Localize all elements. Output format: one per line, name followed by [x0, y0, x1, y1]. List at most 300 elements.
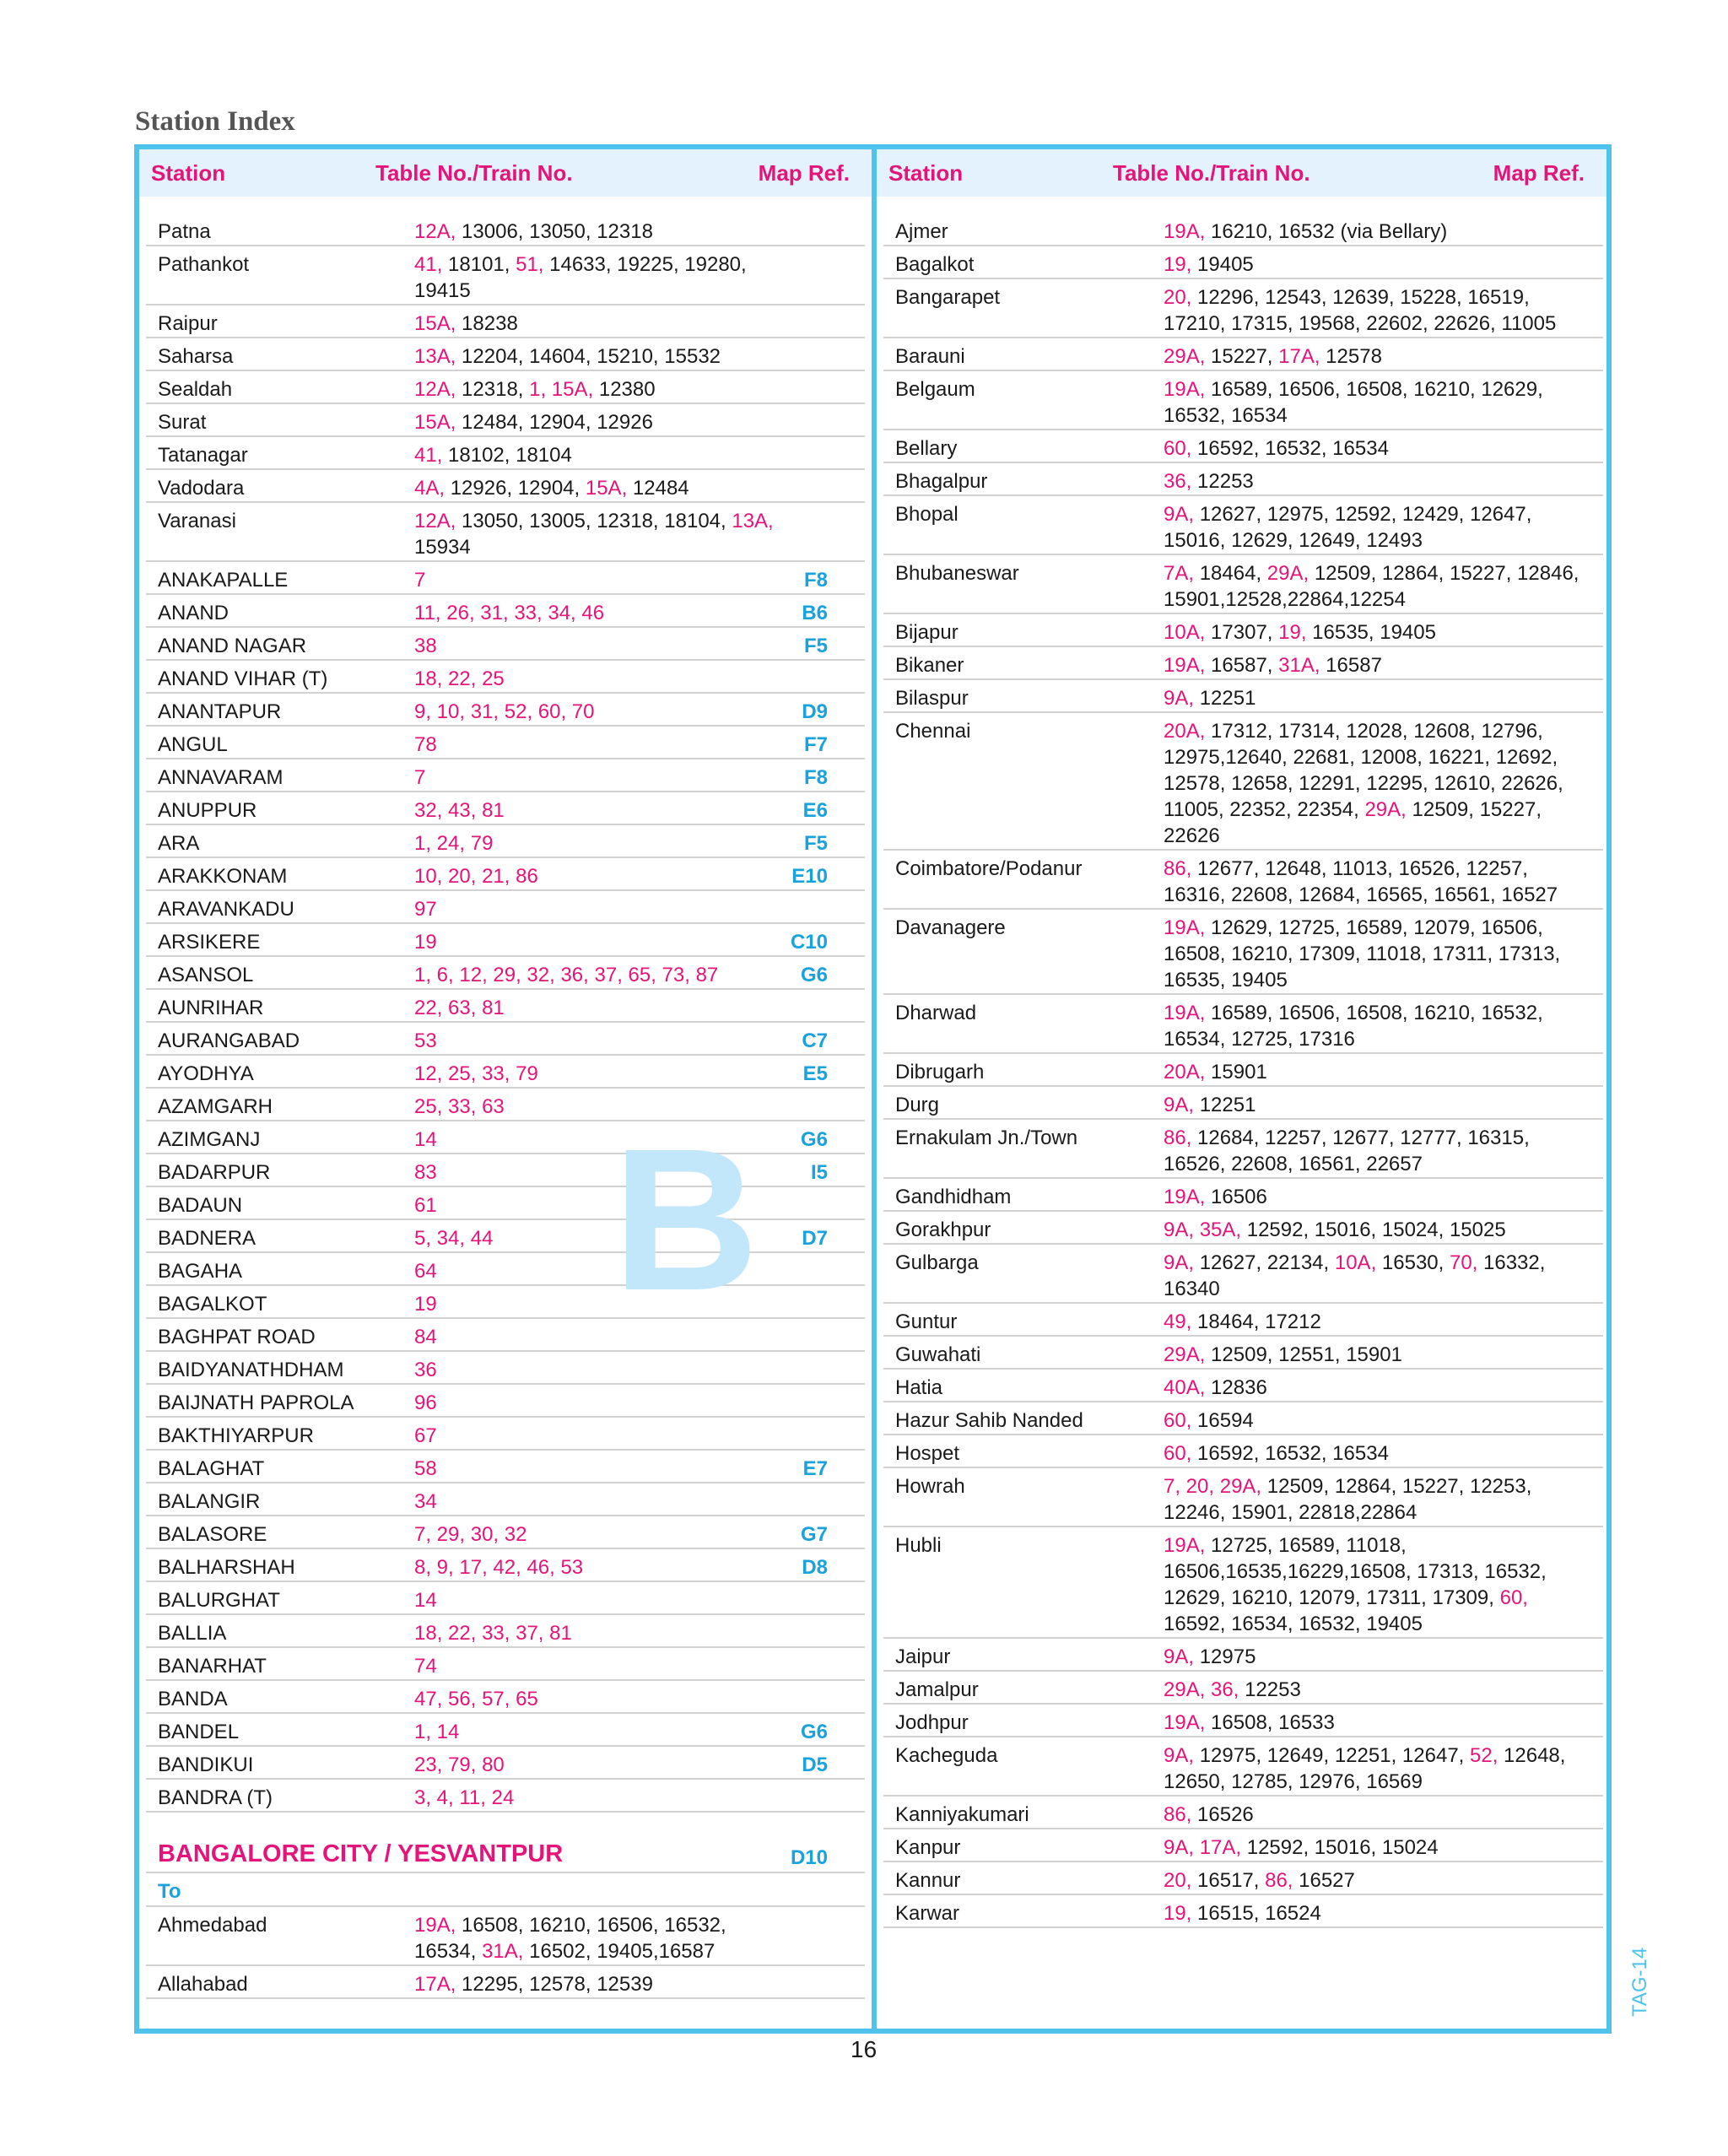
table-row [146, 1615, 865, 1648]
table-row [146, 1483, 865, 1516]
station-name: BANDIKUI [158, 1753, 254, 1776]
station-name: Surat [158, 411, 207, 434]
table-row [883, 213, 1603, 246]
table-ref: 19A, [1164, 220, 1212, 243]
to-label-row [146, 1873, 865, 1907]
table-row [146, 1385, 865, 1418]
right-station-list [877, 197, 1606, 1928]
station-name: Gulbarga [895, 1251, 979, 1274]
table-ref: 12A, [414, 510, 462, 532]
station-name: Howrah [895, 1475, 965, 1498]
station-name: Hazur Sahib Nanded [895, 1409, 1083, 1432]
train-numbers: 16526 [1197, 1803, 1254, 1826]
table-ref: 20A, [1164, 1061, 1212, 1083]
map-ref: D8 [802, 1556, 828, 1579]
train-numbers: 12253 [1197, 470, 1254, 493]
table-numbers [1164, 1867, 1586, 1894]
train-numbers: 18101, [448, 253, 516, 276]
station-name: Pathankot [158, 253, 250, 276]
train-numbers: 18464, [1199, 562, 1267, 585]
train-numbers: 15934 [414, 536, 471, 559]
table-numbers [1164, 1900, 1586, 1926]
map-ref: G6 [800, 1128, 828, 1151]
station-name: Sealdah [158, 378, 233, 401]
map-ref: G6 [800, 1721, 828, 1743]
station-name: Bikaner [895, 654, 964, 677]
table-numbers [414, 1159, 789, 1186]
station-name: Belgaum [895, 378, 975, 401]
table-row [146, 1681, 865, 1714]
map-ref: G6 [800, 964, 828, 986]
table-ref: 32, 43, 81 [414, 799, 505, 822]
table-row [146, 1220, 865, 1253]
header-table-no: Table No./Train No. [375, 160, 573, 186]
station-name: BANDA [158, 1688, 228, 1710]
table-numbers [414, 1521, 789, 1548]
table-row [883, 1370, 1603, 1402]
table-numbers [414, 508, 789, 560]
left-column-header [139, 149, 872, 197]
table-numbers [414, 1456, 789, 1482]
station-name: ANANTAPUR [158, 700, 282, 723]
table-ref: 86, [1265, 1869, 1299, 1892]
table-numbers [1164, 652, 1586, 678]
table-ref: 52, [1470, 1744, 1504, 1767]
table-row [883, 1212, 1603, 1245]
train-numbers: 15901 [1211, 1061, 1267, 1083]
table-numbers [414, 765, 789, 791]
train-numbers: 16589, 16506, 16508, 16210, 16532, 16534, 12725, 17316 [1164, 1002, 1543, 1051]
station-name: BAGHPAT ROAD [158, 1326, 316, 1348]
table-row [146, 437, 865, 470]
table-numbers [1164, 251, 1586, 278]
table-ref: 29A, 36, [1164, 1678, 1245, 1701]
table-numbers [414, 1094, 789, 1120]
map-ref: C10 [790, 931, 828, 954]
table-numbers [1164, 219, 1586, 245]
table-numbers [414, 1752, 789, 1778]
table-row [883, 614, 1603, 647]
table-row [883, 1245, 1603, 1304]
table-numbers [1164, 501, 1586, 554]
table-row [146, 1582, 865, 1615]
table-row [146, 1451, 865, 1483]
table-numbers [414, 376, 789, 403]
table-ref: 1, 24, 79 [414, 832, 494, 855]
table-ref: 9A, [1164, 1094, 1200, 1116]
table-row [883, 680, 1603, 713]
section-heading [146, 1840, 865, 1873]
table-numbers [1164, 685, 1586, 711]
table-row [883, 496, 1603, 555]
train-numbers: 14633, 19225, 19280, 19415 [414, 253, 747, 302]
table-numbers [1164, 718, 1586, 849]
station-name: Tatanagar [158, 444, 248, 467]
table-ref: 19A, [1164, 1711, 1212, 1734]
train-numbers: 12380 [598, 378, 656, 401]
table-ref: 7A, [1164, 562, 1200, 585]
table-row [146, 246, 865, 305]
map-ref: I5 [810, 1161, 828, 1184]
train-numbers: 16535, 19405 [1312, 621, 1436, 644]
table-row [146, 1319, 865, 1352]
table-row [146, 1352, 865, 1385]
table-row [883, 995, 1603, 1054]
table-numbers [1164, 856, 1586, 908]
table-ref: 86, [1164, 857, 1198, 880]
table-row [883, 910, 1603, 995]
station-name: Bhubaneswar [895, 562, 1019, 585]
table-numbers [414, 1971, 789, 1997]
side-tag: TAG-14 [1628, 1947, 1651, 2017]
station-name: Guntur [895, 1310, 958, 1333]
station-name: Bijapur [895, 621, 958, 644]
table-ref: 47, 56, 57, 65 [414, 1688, 538, 1710]
station-name: Gorakhpur [895, 1218, 991, 1241]
table-numbers [1164, 1532, 1586, 1637]
table-ref: 64 [414, 1260, 437, 1283]
map-ref: F8 [803, 766, 828, 789]
table-row [146, 1516, 865, 1549]
table-ref: 9, 10, 31, 52, 60, 70 [414, 700, 595, 723]
table-numbers [1164, 284, 1586, 337]
table-row [883, 1639, 1603, 1672]
table-numbers [1164, 1000, 1586, 1052]
station-name: ARAVANKADU [158, 898, 294, 921]
table-numbers [414, 1324, 789, 1350]
table-ref: 19A, [1164, 916, 1212, 939]
table-row [146, 562, 865, 595]
table-ref: 83 [414, 1161, 437, 1184]
table-row [146, 1253, 865, 1286]
train-numbers: 12592, 15016, 15024, 15025 [1246, 1218, 1506, 1241]
table-numbers [1164, 1375, 1586, 1401]
map-ref: C7 [802, 1029, 828, 1052]
train-numbers: 12509, 15227, 22626 [1164, 798, 1542, 847]
station-name: Ahmedabad [158, 1914, 267, 1937]
table-row [146, 1549, 865, 1582]
station-name: ARAKKONAM [158, 865, 288, 888]
station-name: BADNERA [158, 1227, 256, 1250]
table-row [146, 957, 865, 990]
table-row [146, 1648, 865, 1681]
train-numbers: 12295, 12578, 12539 [462, 1973, 653, 1996]
table-numbers [1164, 1743, 1586, 1795]
table-row [146, 1907, 865, 1966]
train-numbers: 18238 [462, 312, 518, 335]
table-numbers [414, 600, 789, 626]
station-name: Barauni [895, 345, 965, 368]
train-numbers: 19405 [1197, 253, 1254, 276]
table-numbers [1164, 1342, 1586, 1368]
table-numbers [414, 1192, 789, 1218]
table-ref: 31A, [482, 1940, 530, 1963]
table-ref: 9A, [1164, 1744, 1200, 1767]
station-name: Guwahati [895, 1343, 981, 1366]
map-ref: F5 [803, 832, 828, 855]
train-numbers: 16210, 16532 (via Bellary) [1211, 220, 1448, 243]
right-column-header [877, 149, 1606, 197]
train-numbers: 12627, 12975, 12592, 12429, 12647, 15016, 12629, 12649, 12493 [1164, 503, 1532, 552]
table-ref: 67 [414, 1424, 437, 1447]
table-ref: 31A, [1278, 654, 1326, 677]
table-row [883, 1304, 1603, 1337]
table-numbers [414, 567, 789, 593]
table-numbers [1164, 1710, 1586, 1736]
table-ref: 20, [1164, 1869, 1198, 1892]
train-numbers: 16332, 16340 [1164, 1251, 1546, 1300]
table-numbers [414, 1587, 789, 1613]
train-numbers: 12509, 12864, 15227, 12846, 15901,12528,22864,12254 [1164, 562, 1580, 611]
table-ref: 60, [1164, 1409, 1198, 1432]
table-numbers [414, 1620, 789, 1646]
train-numbers: 16594 [1197, 1409, 1254, 1432]
table-ref: 22, 63, 81 [414, 997, 505, 1019]
table-ref: 78 [414, 733, 437, 756]
table-row [883, 1527, 1603, 1639]
train-numbers: 16587, [1211, 654, 1279, 677]
table-ref: 7, 29, 30, 32 [414, 1523, 527, 1546]
station-name: BALLIA [158, 1622, 227, 1645]
station-name: AZIMGANJ [158, 1128, 261, 1151]
table-row [146, 727, 865, 759]
train-numbers: 12484, 12904, 12926 [462, 411, 653, 434]
station-name: Saharsa [158, 345, 234, 368]
table-ref: 12, 25, 33, 79 [414, 1062, 538, 1085]
table-ref: 19A, [1164, 1002, 1212, 1024]
table-numbers [414, 409, 789, 435]
table-ref: 9A, [1164, 1251, 1200, 1274]
station-name: Kacheguda [895, 1744, 998, 1767]
station-name: Bhopal [895, 503, 958, 526]
table-ref: 19A, [414, 1914, 462, 1937]
train-numbers: 16589, 16506, 16508, 16210, 12629, 16532, 16534 [1164, 378, 1543, 427]
table-numbers [414, 863, 789, 889]
table-row [146, 628, 865, 661]
table-numbers [414, 442, 789, 468]
station-name: Chennai [895, 720, 971, 743]
train-numbers: 12725, 16589, 11018, 16506,16535,16229,16508, 17313, 16532, 12629, 16210, 12079, 17311, 17309, [1164, 1534, 1547, 1609]
table-numbers [414, 896, 789, 922]
table-numbers [414, 1127, 789, 1153]
station-name: Kanpur [895, 1836, 961, 1859]
table-row [883, 338, 1603, 371]
train-numbers: 16517, [1197, 1869, 1266, 1892]
table-row [146, 1966, 865, 1999]
table-ref: 14 [414, 1128, 437, 1151]
table-numbers [1164, 376, 1586, 429]
table-row [146, 1089, 865, 1121]
table-ref: 10, 20, 21, 86 [414, 865, 538, 888]
table-ref: 86, [1164, 1803, 1198, 1826]
train-numbers: 17312, 17314, 12028, 12608, 12796, 12975,12640, 22681, 12008, 16221, 12692, 12578, 12658, 12291, 12295, 12610, 22626, 11005, 22352, 22354, [1164, 720, 1563, 821]
train-numbers: 16508, 16210, 16506, 16532, 16534, [414, 1914, 726, 1963]
table-row [146, 694, 865, 727]
station-name: AYODHYA [158, 1062, 254, 1085]
map-ref: F7 [803, 733, 828, 756]
station-name: BAGAHA [158, 1260, 243, 1283]
table-ref: 3, 4, 11, 24 [414, 1786, 515, 1809]
table-row [146, 858, 865, 891]
train-numbers: 13006, 13050, 12318 [462, 220, 653, 243]
table-row [883, 1087, 1603, 1120]
table-ref: 97 [414, 898, 437, 921]
station-name: Kanniyakumari [895, 1803, 1029, 1826]
table-ref: 7, 20, 29A, [1164, 1475, 1267, 1498]
table-numbers [414, 699, 789, 725]
station-name: Varanasi [158, 510, 236, 532]
table-numbers [414, 1357, 789, 1383]
table-numbers [1164, 1309, 1586, 1335]
section-title: BANGALORE CITY / YESVANTPUR [158, 1840, 564, 1867]
train-numbers: 13050, 13005, 12318, 18104, [462, 510, 732, 532]
table-row [146, 990, 865, 1023]
table-ref: 23, 79, 80 [414, 1753, 505, 1776]
station-name: Davanagere [895, 916, 1006, 939]
table-numbers [1164, 343, 1586, 370]
table-row [883, 851, 1603, 910]
train-numbers: 16592, 16532, 16534 [1197, 437, 1389, 460]
station-name: ARSIKERE [158, 931, 261, 954]
table-ref: 17A, [414, 1973, 462, 1996]
table-ref: 29A, [1164, 1343, 1212, 1366]
table-ref: 9A, [1164, 503, 1200, 526]
train-numbers: 12204, 14604, 15210, 15532 [462, 345, 721, 368]
table-row [883, 1402, 1603, 1435]
table-numbers [414, 219, 789, 245]
map-ref: B6 [802, 602, 828, 624]
table-ref: 84 [414, 1326, 437, 1348]
table-ref: 60, [1164, 437, 1198, 460]
table-ref: 12A, [414, 378, 462, 401]
table-row [883, 1435, 1603, 1468]
station-name: AZAMGARH [158, 1095, 273, 1118]
map-ref: E10 [791, 865, 828, 888]
table-numbers [1164, 1250, 1586, 1302]
station-name: Hospet [895, 1442, 960, 1465]
table-ref: 36 [414, 1359, 437, 1381]
header-station: Station [151, 160, 226, 186]
table-numbers [414, 995, 789, 1021]
map-ref: D9 [802, 700, 828, 723]
table-numbers [1164, 915, 1586, 993]
station-name: ARA [158, 832, 200, 855]
table-row [146, 792, 865, 825]
table-ref: 1, 14 [414, 1721, 460, 1743]
table-row [883, 1829, 1603, 1862]
train-numbers: 12509, 12864, 15227, 12253, 12246, 15901, 22818,22864 [1164, 1475, 1532, 1524]
table-row [883, 1672, 1603, 1705]
table-ref: 19A, [1164, 654, 1212, 677]
table-numbers [414, 1785, 789, 1811]
table-row [146, 305, 865, 338]
table-ref: 9A, 35A, [1164, 1218, 1247, 1241]
train-numbers: 12926, 12904, [450, 477, 586, 500]
table-row [883, 1179, 1603, 1212]
table-ref: 19 [414, 1293, 437, 1316]
table-numbers [414, 666, 789, 692]
table-ref: 4A, [414, 477, 451, 500]
train-numbers: 12975, 12649, 12251, 12647, [1199, 1744, 1470, 1767]
map-ref: F8 [803, 569, 828, 592]
station-name: Kannur [895, 1869, 961, 1892]
table-row [146, 1154, 865, 1187]
table-numbers [414, 1719, 789, 1745]
station-name: BALHARSHAH [158, 1556, 295, 1579]
table-row [146, 404, 865, 437]
right-column [877, 149, 1606, 2029]
table-numbers [414, 732, 789, 758]
station-name: BANARHAT [158, 1655, 267, 1678]
table-row [146, 924, 865, 957]
station-name: Gandhidham [895, 1186, 1012, 1208]
train-numbers: 16515, 16524 [1197, 1902, 1321, 1925]
station-name: BALASORE [158, 1523, 267, 1546]
table-row [883, 371, 1603, 430]
table-row [883, 1895, 1603, 1928]
table-numbers [414, 1686, 789, 1712]
table-numbers [414, 1489, 789, 1515]
table-ref: 19 [414, 931, 437, 954]
table-ref: 40A, [1164, 1376, 1212, 1399]
table-numbers [1164, 1802, 1586, 1828]
station-name: Jamalpur [895, 1678, 979, 1701]
station-name: Hatia [895, 1376, 943, 1399]
table-numbers [1164, 1125, 1586, 1177]
table-row [883, 555, 1603, 614]
station-name: AURANGABAD [158, 1029, 300, 1052]
table-numbers [1164, 435, 1586, 462]
table-row [146, 1121, 865, 1154]
table-ref: 8, 9, 17, 42, 46, 53 [414, 1556, 584, 1579]
table-row [146, 1187, 865, 1220]
table-numbers [414, 1423, 789, 1449]
table-ref: 58 [414, 1457, 437, 1480]
station-name: BAGALKOT [158, 1293, 267, 1316]
train-numbers: 12592, 15016, 15024 [1246, 1836, 1439, 1859]
station-name: Patna [158, 220, 211, 243]
train-numbers: 12836 [1211, 1376, 1267, 1399]
header-station: Station [888, 160, 964, 186]
station-name: Karwar [895, 1902, 960, 1925]
train-numbers: 12296, 12543, 12639, 15228, 16519, 17210, 17315, 19568, 22602, 22626, 11005 [1164, 286, 1557, 335]
station-name: Coimbatore/Podanur [895, 857, 1083, 880]
table-ref: 10A, [1334, 1251, 1382, 1274]
train-numbers: 12318, [462, 378, 530, 401]
table-ref: 1, 15A, [529, 378, 599, 401]
table-numbers [414, 830, 789, 856]
table-numbers [414, 797, 789, 824]
station-name: Durg [895, 1094, 940, 1116]
table-ref: 19, [1164, 253, 1198, 276]
train-numbers: 16508, 16533 [1211, 1711, 1335, 1734]
table-numbers [414, 1028, 789, 1054]
table-row [883, 430, 1603, 463]
table-ref: 74 [414, 1655, 437, 1678]
table-ref: 29A, [1266, 562, 1315, 585]
train-numbers: 12684, 12257, 12677, 12777, 16315, 16526, 22608, 16561, 22657 [1164, 1127, 1530, 1175]
station-name: ASANSOL [158, 964, 254, 986]
table-ref: 61 [414, 1194, 437, 1217]
station-name: Bhagalpur [895, 470, 988, 493]
table-ref: 11, 26, 31, 33, 34, 46 [414, 602, 605, 624]
table-numbers [1164, 1644, 1586, 1670]
station-name: Bangarapet [895, 286, 1001, 309]
table-ref: 36, [1164, 470, 1198, 493]
table-row [146, 759, 865, 792]
table-row [883, 1705, 1603, 1737]
station-name: ANAND NAGAR [158, 635, 307, 657]
